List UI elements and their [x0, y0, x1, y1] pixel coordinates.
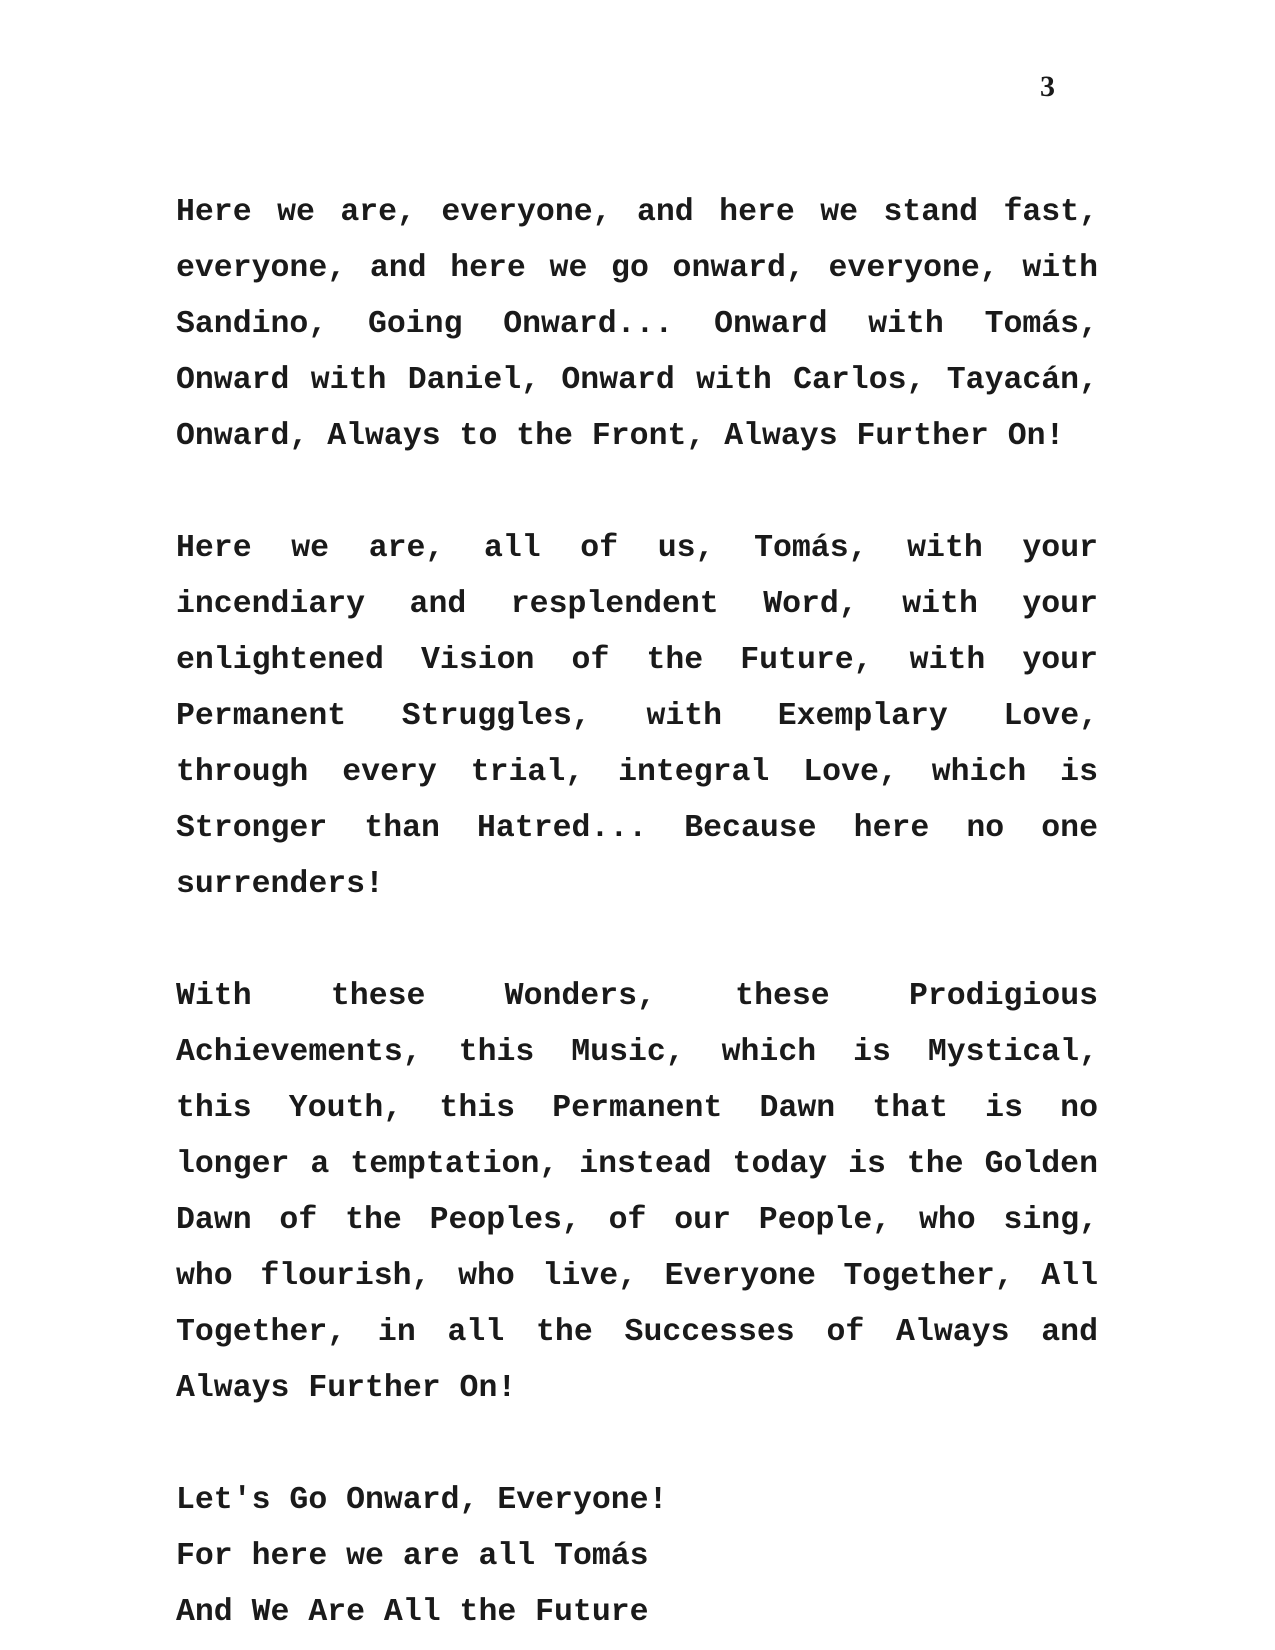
paragraph: Here we are, everyone, and here we stand fast, everyone, and here we go onward, everyone, with Sandino, Going Onward... Onward with Tomás, Onward with Daniel, Onward with Carlos, Tayacán, Onward, Always to the Front, Always Further On!: [176, 195, 1098, 454]
paragraph: With these Wonders, these Prodigious Achievements, this Music, which is Mystical, this Youth, this Permanent Dawn that is no longer a temptation, instead today is the Golden Dawn of the Peoples, of our People, who sing, who flourish, who live, Everyone Together, All Together, in all the Successes of Always and Always Further On!: [176, 979, 1098, 1406]
closing-line: For here we are all Tomás: [176, 1539, 649, 1574]
closing-verse: [176, 1473, 1098, 1641]
closing-line: Let's Go Onward, Everyone!: [176, 1483, 668, 1518]
page-number: 3: [1040, 70, 1055, 103]
document-body: [176, 185, 1098, 1641]
paragraph: Here we are, all of us, Tomás, with your incendiary and resplendent Word, with your enlightened Vision of the Future, with your Permanent Struggles, with Exemplary Love, through every trial, integral Love, which is Stronger than Hatred... Because here no one surrenders!: [176, 531, 1098, 902]
closing-line: And We Are All the Future: [176, 1595, 649, 1630]
